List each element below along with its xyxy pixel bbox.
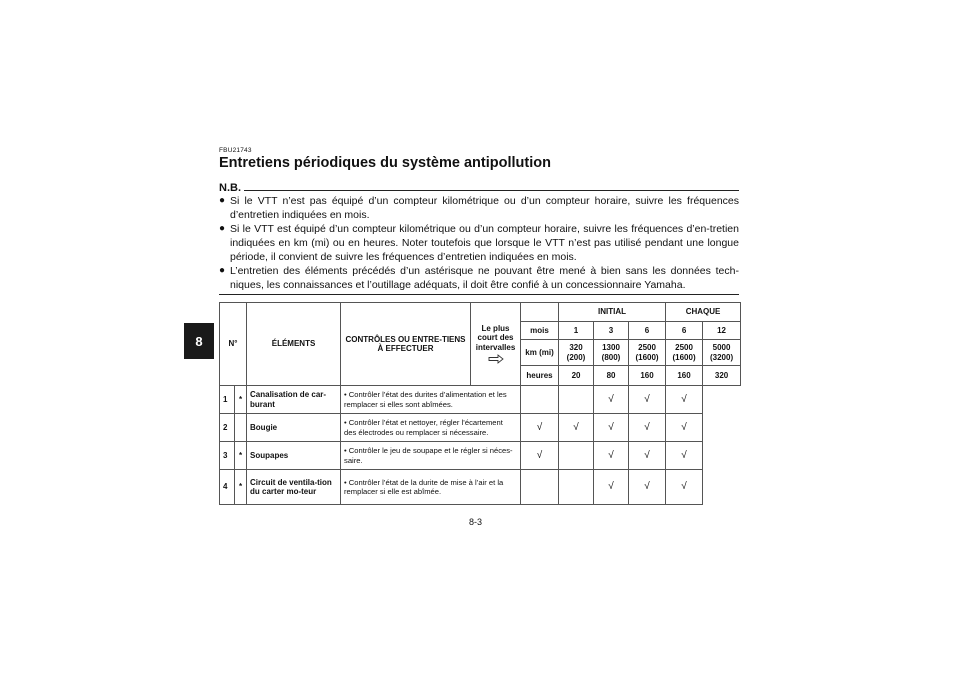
- interval-row-months: mois 1 3 6 6 12: [220, 322, 741, 340]
- note-list: [219, 194, 739, 292]
- bullet-icon: ●: [219, 265, 226, 276]
- arrow-right-icon: [488, 354, 504, 364]
- header-blank: [521, 303, 559, 322]
- table-row: 1 * Canalisation de car-burant • Contrôler l’état des durites d’alimentation et les remplacer si elles sont abîmées. √ √ √: [220, 386, 741, 414]
- note-item: ● L’entretien des éléments précédés d’un astérisque ne pouvant être mené à bien sans les données tech-niques, les connaissances et l’outillage adéquats, il doit être confié à un concessionnaire Yamaha.: [219, 265, 739, 291]
- note-header: [219, 180, 739, 194]
- table-row: 4 * Circuit de ventila-tion du carter mo-teur • Contrôler l’état de la durite de mise à l’air et la remplacer si elle est abîmée. √ √ √: [220, 470, 741, 505]
- note-rule: [244, 189, 739, 191]
- interval-row-hours: heures 20 80 160 160 320: [220, 366, 741, 386]
- interval-row-km: km (mi) 320 (200) 1300 (800) 2500 (1600) 2500 (1600) 5000 (3200): [220, 340, 741, 366]
- header-number: N°: [220, 303, 247, 386]
- maintenance-table: [219, 302, 741, 505]
- note-label: N.B.: [219, 182, 241, 194]
- note-item: ● Si le VTT est équipé d’un compteur kilométrique ou d’un compteur horaire, suivre les fréquences d’en-tretien indiquées en km (mi) ou en heures. Noter toutefois que lorsque le VTT n’est pas utilisé pendant une longue période, il convient de suivre les fréquences d’entretien indiquées en mois.: [219, 223, 739, 263]
- header-checks: CONTRÔLES OU ENTRE-TIENS À EFFECTUER: [341, 303, 471, 386]
- note-item: ● Si le VTT n’est pas équipé d’un compteur kilométrique ou d’un compteur horaire, suivre les fréquences d’entretien indiquées en mois.: [219, 195, 739, 221]
- page-title: Entretiens périodiques du système antipollution: [219, 155, 551, 171]
- chapter-tab: 8: [184, 323, 214, 359]
- table-row: 3 * Soupapes • Contrôler le jeu de soupape et le régler si néces-saire. √ √ √ √: [220, 442, 741, 470]
- header-shortest-interval: Le plus court des intervalles: [471, 303, 521, 386]
- section-code: FBU21743: [219, 147, 252, 154]
- table-row: 2 Bougie • Contrôler l’état et nettoyer, régler l’écartement des électrodes ou remplacer si nécessaire. √ √ √ √ √: [220, 414, 741, 442]
- note-bottom-rule: [219, 294, 739, 295]
- bullet-icon: ●: [219, 223, 226, 234]
- bullet-icon: ●: [219, 195, 226, 206]
- page-number: 8-3: [469, 517, 483, 527]
- header-every: CHAQUE: [666, 303, 741, 322]
- header-initial: INITIAL: [559, 303, 666, 322]
- header-elements: ÉLÉMENTS: [247, 303, 341, 386]
